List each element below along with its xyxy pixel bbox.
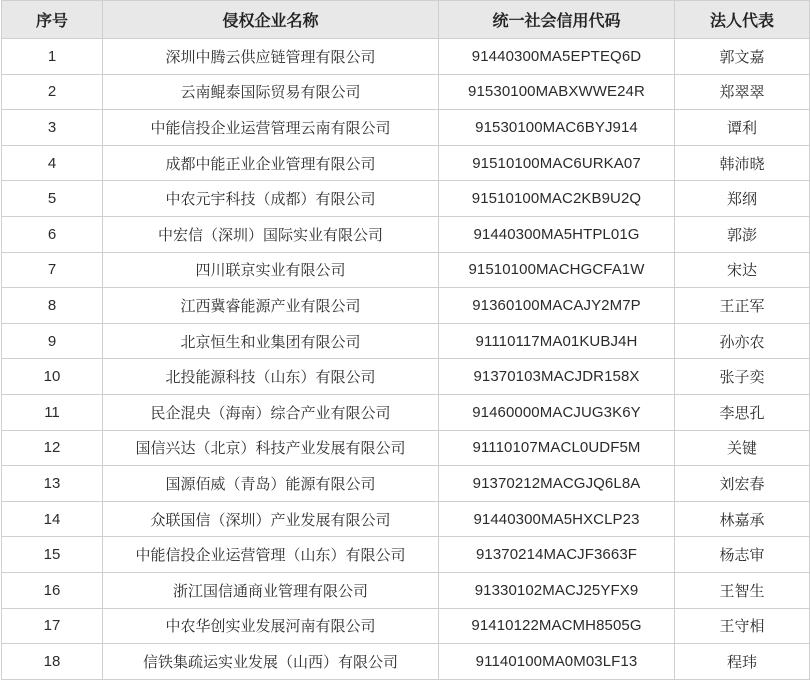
credit-code: 91510100MAC6URKA07 — [439, 145, 675, 181]
row-index: 16 — [2, 572, 103, 608]
row-index: 17 — [2, 608, 103, 644]
credit-code: 91510100MACHGCFA1W — [439, 252, 675, 288]
table-row — [2, 323, 810, 359]
table-row — [2, 288, 810, 324]
table-row — [2, 359, 810, 395]
header-credit-code: 统一社会信用代码 — [439, 1, 675, 39]
table-row — [2, 145, 810, 181]
legal-representative: 谭利 — [675, 110, 810, 146]
company-name: 众联国信（深圳）产业发展有限公司 — [103, 501, 439, 537]
legal-representative: 关键 — [675, 430, 810, 466]
legal-representative: 宋达 — [675, 252, 810, 288]
legal-representative: 郭文嘉 — [675, 39, 810, 75]
infringing-companies-table — [1, 0, 810, 680]
legal-representative: 李思孔 — [675, 394, 810, 430]
table-row — [2, 466, 810, 502]
company-name: 四川联京实业有限公司 — [103, 252, 439, 288]
row-index: 9 — [2, 323, 103, 359]
row-index: 11 — [2, 394, 103, 430]
credit-code: 91370212MACGJQ6L8A — [439, 466, 675, 502]
company-name: 国源佰威（青岛）能源有限公司 — [103, 466, 439, 502]
table-row — [2, 394, 810, 430]
company-name: 云南鲲泰国际贸易有限公司 — [103, 74, 439, 110]
table-row — [2, 181, 810, 217]
company-name: 中农华创实业发展河南有限公司 — [103, 608, 439, 644]
table-body — [2, 39, 810, 680]
company-name: 中能信投企业运营管理（山东）有限公司 — [103, 537, 439, 573]
row-index: 3 — [2, 110, 103, 146]
credit-code: 91440300MA5HTPL01G — [439, 216, 675, 252]
table-row — [2, 252, 810, 288]
table-row — [2, 537, 810, 573]
company-name: 中能信投企业运营管理云南有限公司 — [103, 110, 439, 146]
header-index: 序号 — [2, 1, 103, 39]
table-row — [2, 572, 810, 608]
legal-representative: 刘宏春 — [675, 466, 810, 502]
credit-code: 91410122MACMH8505G — [439, 608, 675, 644]
credit-code: 91110117MA01KUBJ4H — [439, 323, 675, 359]
legal-representative: 杨志审 — [675, 537, 810, 573]
row-index: 4 — [2, 145, 103, 181]
legal-representative: 孙亦农 — [675, 323, 810, 359]
table-row — [2, 74, 810, 110]
row-index: 6 — [2, 216, 103, 252]
credit-code: 91140100MA0M03LF13 — [439, 644, 675, 680]
table-row — [2, 39, 810, 75]
row-index: 13 — [2, 466, 103, 502]
credit-code: 91530100MAC6BYJ914 — [439, 110, 675, 146]
row-index: 12 — [2, 430, 103, 466]
table-row — [2, 216, 810, 252]
header-row — [2, 1, 810, 39]
company-name: 中宏信（深圳）国际实业有限公司 — [103, 216, 439, 252]
credit-code: 91440300MA5HXCLP23 — [439, 501, 675, 537]
credit-code: 91110107MACL0UDF5M — [439, 430, 675, 466]
company-name: 北京恒生和业集团有限公司 — [103, 323, 439, 359]
legal-representative: 王正军 — [675, 288, 810, 324]
legal-representative: 郑纲 — [675, 181, 810, 217]
legal-representative: 郭澎 — [675, 216, 810, 252]
legal-representative: 王守相 — [675, 608, 810, 644]
table-row — [2, 608, 810, 644]
table-row — [2, 110, 810, 146]
company-name: 民企混央（海南）综合产业有限公司 — [103, 394, 439, 430]
legal-representative: 郑翠翠 — [675, 74, 810, 110]
table-row — [2, 501, 810, 537]
header-company-name: 侵权企业名称 — [103, 1, 439, 39]
company-name: 浙江国信通商业管理有限公司 — [103, 572, 439, 608]
table-row — [2, 430, 810, 466]
table-header — [2, 1, 810, 39]
credit-code: 91440300MA5EPTEQ6D — [439, 39, 675, 75]
company-name: 北投能源科技（山东）有限公司 — [103, 359, 439, 395]
row-index: 10 — [2, 359, 103, 395]
company-name: 深圳中腾云供应链管理有限公司 — [103, 39, 439, 75]
row-index: 5 — [2, 181, 103, 217]
table-row — [2, 644, 810, 680]
legal-representative: 韩沛晓 — [675, 145, 810, 181]
row-index: 1 — [2, 39, 103, 75]
company-name: 国信兴达（北京）科技产业发展有限公司 — [103, 430, 439, 466]
header-legal-representative: 法人代表 — [675, 1, 810, 39]
company-name: 中农元宇科技（成都）有限公司 — [103, 181, 439, 217]
company-name: 成都中能正业企业管理有限公司 — [103, 145, 439, 181]
legal-representative: 张子奕 — [675, 359, 810, 395]
credit-code: 91370214MACJF3663F — [439, 537, 675, 573]
company-name: 江西冀睿能源产业有限公司 — [103, 288, 439, 324]
row-index: 18 — [2, 644, 103, 680]
company-name: 信铁集疏运实业发展（山西）有限公司 — [103, 644, 439, 680]
row-index: 2 — [2, 74, 103, 110]
credit-code: 91530100MABXWWE24R — [439, 74, 675, 110]
legal-representative: 程玮 — [675, 644, 810, 680]
row-index: 15 — [2, 537, 103, 573]
legal-representative: 王智生 — [675, 572, 810, 608]
credit-code: 91460000MACJUG3K6Y — [439, 394, 675, 430]
row-index: 7 — [2, 252, 103, 288]
legal-representative: 林嘉承 — [675, 501, 810, 537]
credit-code: 91510100MAC2KB9U2Q — [439, 181, 675, 217]
row-index: 8 — [2, 288, 103, 324]
credit-code: 91330102MACJ25YFX9 — [439, 572, 675, 608]
credit-code: 91360100MACAJY2M7P — [439, 288, 675, 324]
row-index: 14 — [2, 501, 103, 537]
credit-code: 91370103MACJDR158X — [439, 359, 675, 395]
